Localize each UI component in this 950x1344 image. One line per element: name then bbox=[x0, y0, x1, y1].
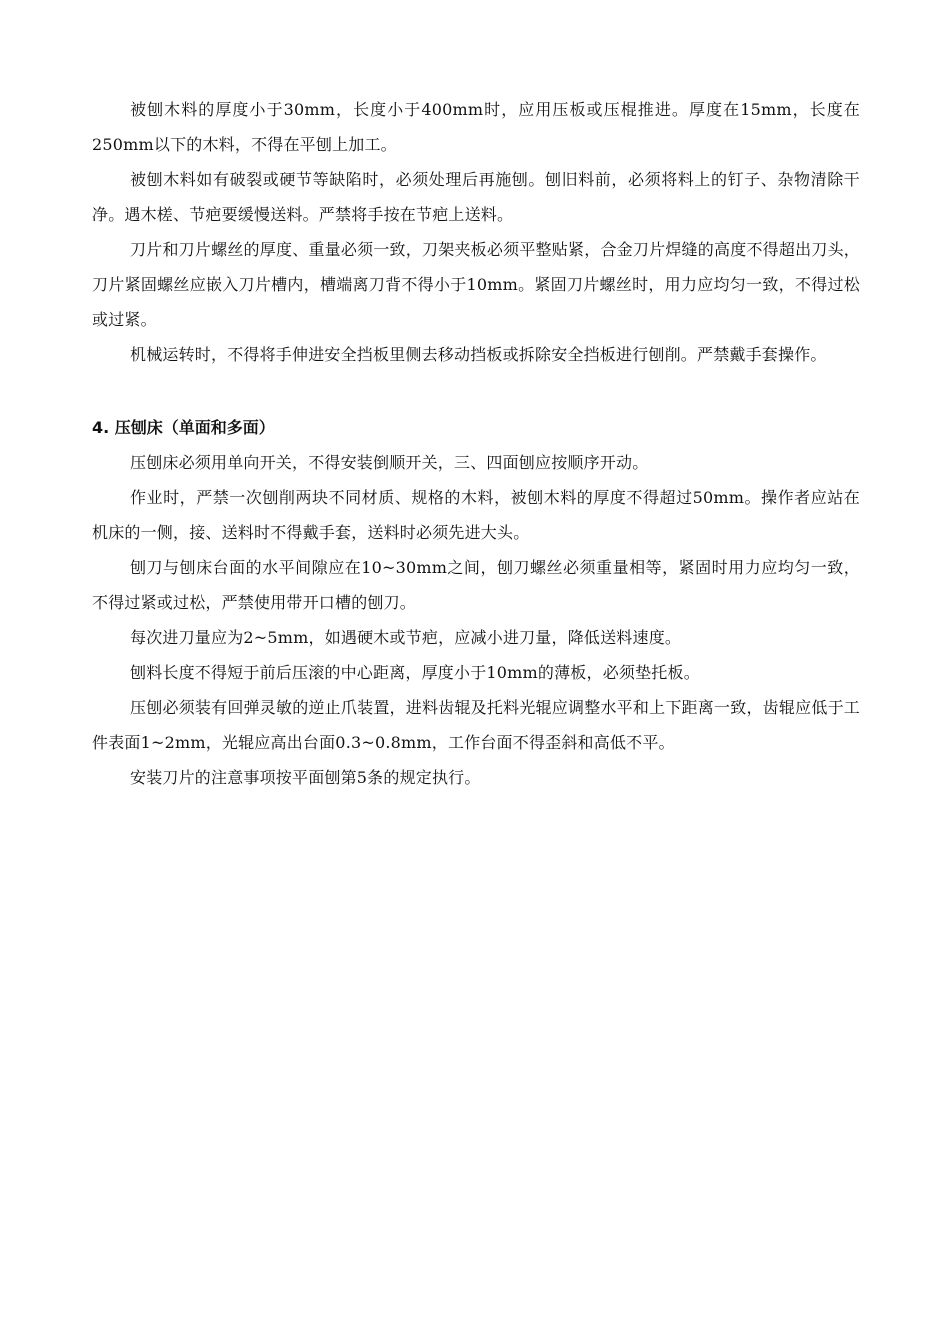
paragraph: 压刨必须装有回弹灵敏的逆止爪装置，进料齿辊及托料光辊应调整水平和上下距离一致，齿辊应低于工件表面1~2mm，光辊应高出台面0.3~0.8mm，工作台面不得歪斜和高低不平。 bbox=[92, 698, 860, 752]
section-heading: 4. 压刨床（单面和多面） bbox=[92, 418, 275, 437]
document-page bbox=[92, 92, 860, 795]
paragraph: 刨料长度不得短于前后压滚的中心距离，厚度小于10mm的薄板，必须垫托板。 bbox=[130, 663, 700, 682]
paragraph: 机械运转时，不得将手伸进安全挡板里侧去移动挡板或拆除安全挡板进行刨削。严禁戴手套操作。 bbox=[130, 345, 827, 364]
paragraph: 压刨床必须用单向开关，不得安装倒顺开关，三、四面刨应按顺序开动。 bbox=[130, 453, 649, 472]
paragraph: 刨刀与刨床台面的水平间隙应在10~30mm之间，刨刀螺丝必须重量相等，紧固时用力应均匀一致，不得过紧或过松，严禁使用带开口槽的刨刀。 bbox=[92, 558, 860, 612]
paragraph: 每次进刀量应为2~5mm，如遇硬木或节疤，应减小进刀量，降低送料速度。 bbox=[130, 628, 682, 647]
paragraph: 刀片和刀片螺丝的厚度、重量必须一致，刀架夹板必须平整贴紧，合金刀片焊缝的高度不得超出刀头，刀片紧固螺丝应嵌入刀片槽内，槽端离刀背不得小于10mm。紧固刀片螺丝时，用力应均匀一致，不得过松或过紧。 bbox=[92, 240, 860, 329]
paragraph: 安装刀片的注意事项按平面刨第5条的规定执行。 bbox=[130, 768, 481, 787]
paragraph: 作业时，严禁一次刨削两块不同材质、规格的木料，被刨木料的厚度不得超过50mm。操作者应站在机床的一侧，接、送料时不得戴手套，送料时必须先进大头。 bbox=[92, 488, 860, 542]
paragraph: 被刨木料如有破裂或硬节等缺陷时，必须处理后再施刨。刨旧料前，必须将料上的钉子、杂物清除干净。遇木槎、节疤要缓慢送料。严禁将手按在节疤上送料。 bbox=[92, 170, 860, 224]
paragraph: 被刨木料的厚度小于30mm，长度小于400mm时，应用压板或压棍推进。厚度在15mm，长度在250mm以下的木料，不得在平刨上加工。 bbox=[92, 100, 860, 154]
section-spacer bbox=[92, 372, 860, 410]
